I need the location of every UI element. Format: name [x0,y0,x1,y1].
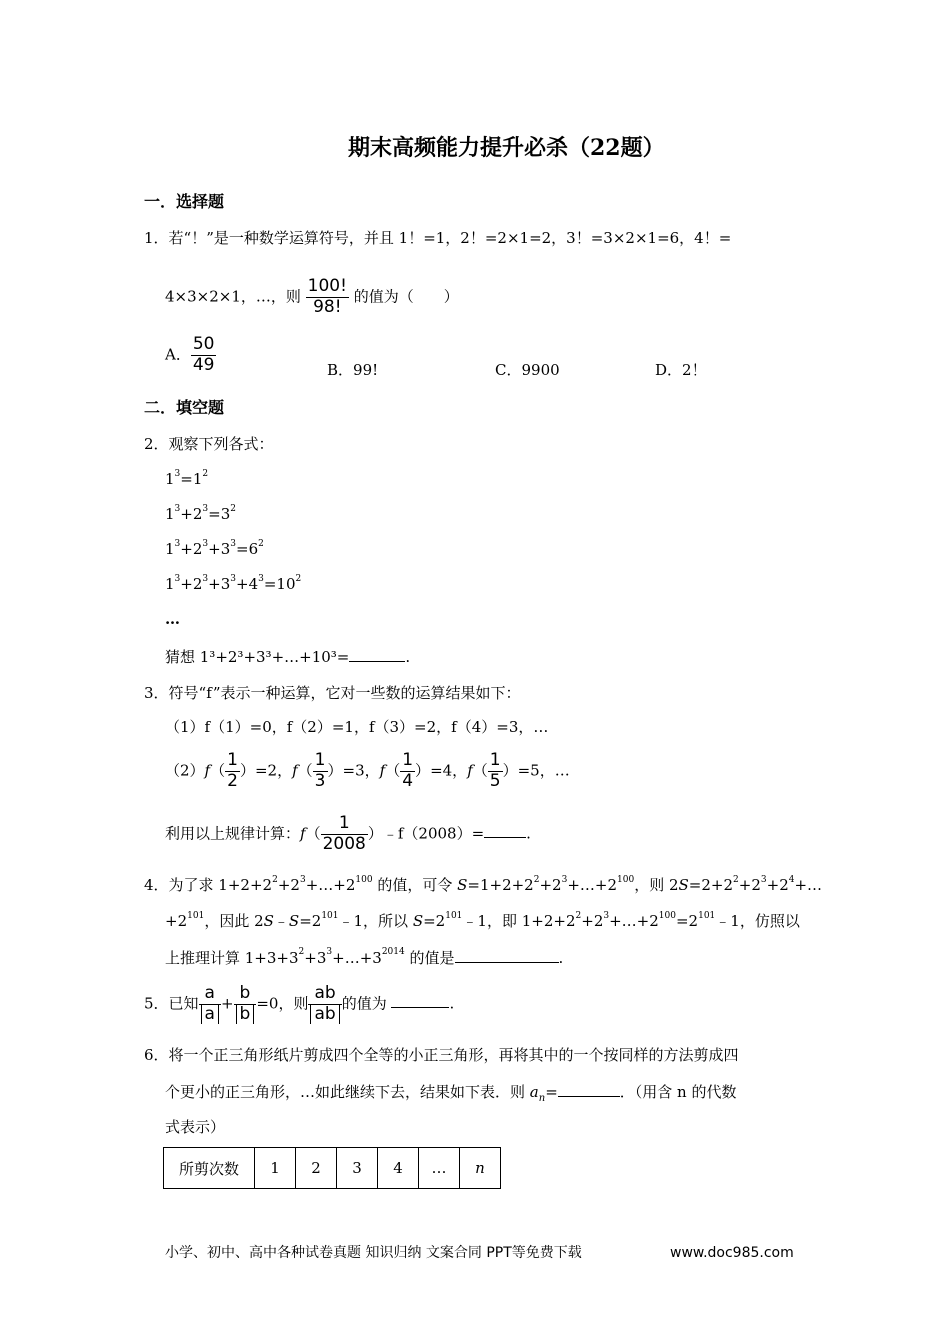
calc-end: . [526,824,531,843]
fraction-denominator: 3 [314,770,326,791]
fraction-1-over-3 [313,752,328,791]
question-1-line-2 [165,278,459,317]
q6-line-2-pre: 个更小的正三角形，…如此继续下去，结果如下表．则 [165,1083,530,1101]
option-a-numerator: 50 [192,334,215,354]
equation-4: $1^3+2^3+3^3+4^3=10^2$ [165,574,302,593]
question-3-intro: 3．符号“f”表示一种运算，它对一些数的运算结果如下： [144,684,521,702]
question-1-line-2-pre: 4×3×2×1，…，则 [165,287,306,306]
question-3-row-1: （1）f（1）=0，f（2）=1，f（3）=2，f（4）=3，… [165,718,549,736]
equation-3: $1^3+2^3+3^3=6^2$ [165,539,264,558]
fraction-numerator: ab [308,985,341,1005]
footer-url[interactable]: www.doc985.com [670,1245,794,1261]
table-cell: … [419,1148,460,1189]
row-2-value-4: =5，… [517,761,570,780]
fraction-1-over-2008 [321,815,368,854]
question-6-line-3: 式表示） [165,1118,226,1136]
calc-text: 利用以上规律计算： [165,824,301,843]
abs-b: b [236,1004,255,1024]
question-1-line-1: 1．若“！”是一种数学运算符号，并且 1！=1，2！=2×1=2，3！=3×2×1=6，4！= [144,229,732,247]
q4-end: . [558,949,564,967]
q5-end: . [449,994,455,1013]
cuts-table [163,1147,501,1189]
fraction-denominator: 2 [227,770,238,791]
answer-blank-4[interactable] [455,950,559,963]
question-6-line-2: 个更小的正三角形，…如此继续下去，结果如下表．则 $a_n=$ ．（用含 n 的代数 [165,1083,737,1104]
option-c[interactable]: C．9900 [495,361,560,379]
table-cell: 4 [378,1148,419,1189]
question-4-line-1: 4．为了求 $1+2+2^2+2^3+\dots+2^{100}$ 的值，可令 $S=1+2+2^2+2^3+\dots+2^{100}$，则 $2S=2+2^2+2^3+2^4+\dots$ [144,875,823,894]
fraction-b-over-abs-b [234,985,257,1024]
fraction-a-over-abs-a [199,985,221,1024]
fraction-1-over-2 [225,752,240,791]
q5-post: 的值为 [341,994,392,1013]
table-cell: n [460,1148,501,1189]
fraction-denominator: 98! [313,296,342,317]
row-2-label: （2） [165,761,205,780]
guess-text: 猜想 1³+2³+3³+…+10³= [165,648,350,666]
fraction-numerator: 1 [402,750,414,770]
row-2-value-3: =4， [430,761,468,780]
fraction-denominator [308,1005,341,1024]
question-2-guess [165,649,410,665]
answer-blank-6[interactable] [558,1084,620,1097]
row-2-value-1: =2， [254,761,293,780]
q5-mid: =0，则 [256,994,309,1013]
table-cell: 2 [296,1148,337,1189]
option-a-denominator: 49 [192,354,215,375]
answer-blank-5[interactable] [391,995,449,1008]
abs-a: a [201,1004,219,1024]
question-4-line-2: $+2^{101}$，因此 $2S﹣S=2^{101}﹣1$，所以 $S=2^{101}﹣1$，即 $1+2+2^2+2^3+\dots+2^{100}=2^{101}﹣1$，仿照以 [165,911,800,930]
option-d[interactable]: D．2！ [655,361,707,379]
fraction-1-over-4 [400,752,415,791]
calc-post: ﹣f（2008）= [382,824,485,843]
fraction-numerator: 1 [227,750,238,770]
fraction-denominator: 2008 [322,833,366,854]
q6-line-2-post: ．（用含 n 的代数 [619,1083,737,1101]
fraction-ab-over-abs-ab [308,985,341,1024]
answer-blank-3[interactable] [484,825,526,838]
fraction-numerator: 1 [489,750,501,770]
option-b[interactable]: B．99! [327,361,379,379]
question-4-line-3: 上推理计算 $1+3+3^2+3^3+\dots+3^{2014}$ 的值是 . [165,947,564,967]
option-a[interactable] [165,336,216,375]
question-2-intro: 2．观察下列各式： [144,435,274,453]
option-a-label: A． [165,345,191,364]
question-3-row-2: （2）f（ $\frac{1}{2}$ ）=2，f（ $\frac{1}{3}$ ）=3，f（ $\frac{1}{4}$ ）=4，f（ $\frac{1}{5}$ ）=5，… [165,750,570,791]
table-cell: 3 [337,1148,378,1189]
fraction-numerator: 1 [314,750,326,770]
fraction-numerator: 1 [321,815,368,835]
section-heading-choice: 一．选择题 [144,192,225,211]
table-row [164,1148,501,1189]
fraction-denominator [199,1005,221,1024]
fraction-1-over-5 [488,752,503,791]
equation-1: $1^3=1^2$ [165,469,209,488]
answer-blank-2[interactable] [349,649,405,662]
fraction-denominator [234,1005,257,1024]
question-5: 5．已知 $\frac{a}{a}$ + $\frac{b}{b}$ =0，则 $\frac{ab}{ab}$ 的值为 . [144,983,455,1024]
option-a-fraction [191,336,217,375]
abs-ab: ab [310,1004,339,1024]
footer-left-text: 小学、初中、高中各种试卷真题 知识归纳 文案合同 PPT等免费下载 [165,1245,582,1261]
row-2-value-2: =3， [342,761,380,780]
table-header-cell: 所剪次数 [164,1148,255,1189]
equation-2: $1^3+2^3=3^2$ [165,504,236,523]
section-heading-fill: 二．填空题 [144,398,225,417]
question-3-calc: 利用以上规律计算：f（ $\frac{1}{2008}$ ）﹣f（2008）= . [165,813,531,854]
fraction-100-over-98 [306,278,349,317]
guess-end: . [405,648,411,666]
fraction-numerator: a [199,985,221,1005]
fraction-numerator: 100! [307,276,347,296]
question-6-line-1: 6．将一个正三角形纸片剪成四个全等的小正三角形，再将其中的一个按同样的方法剪成四 [144,1046,739,1064]
fraction-denominator: 4 [402,770,414,791]
page-title: 期末高频能力提升必杀（22题） [348,135,665,161]
fraction-numerator: b [234,985,257,1005]
ellipsis: … [165,610,180,628]
question-1-line-2-post: 的值为（ ） [348,287,459,306]
fraction-denominator: 5 [489,770,501,791]
q5-pre: 5．已知 [144,994,199,1013]
table-cell: 1 [255,1148,296,1189]
